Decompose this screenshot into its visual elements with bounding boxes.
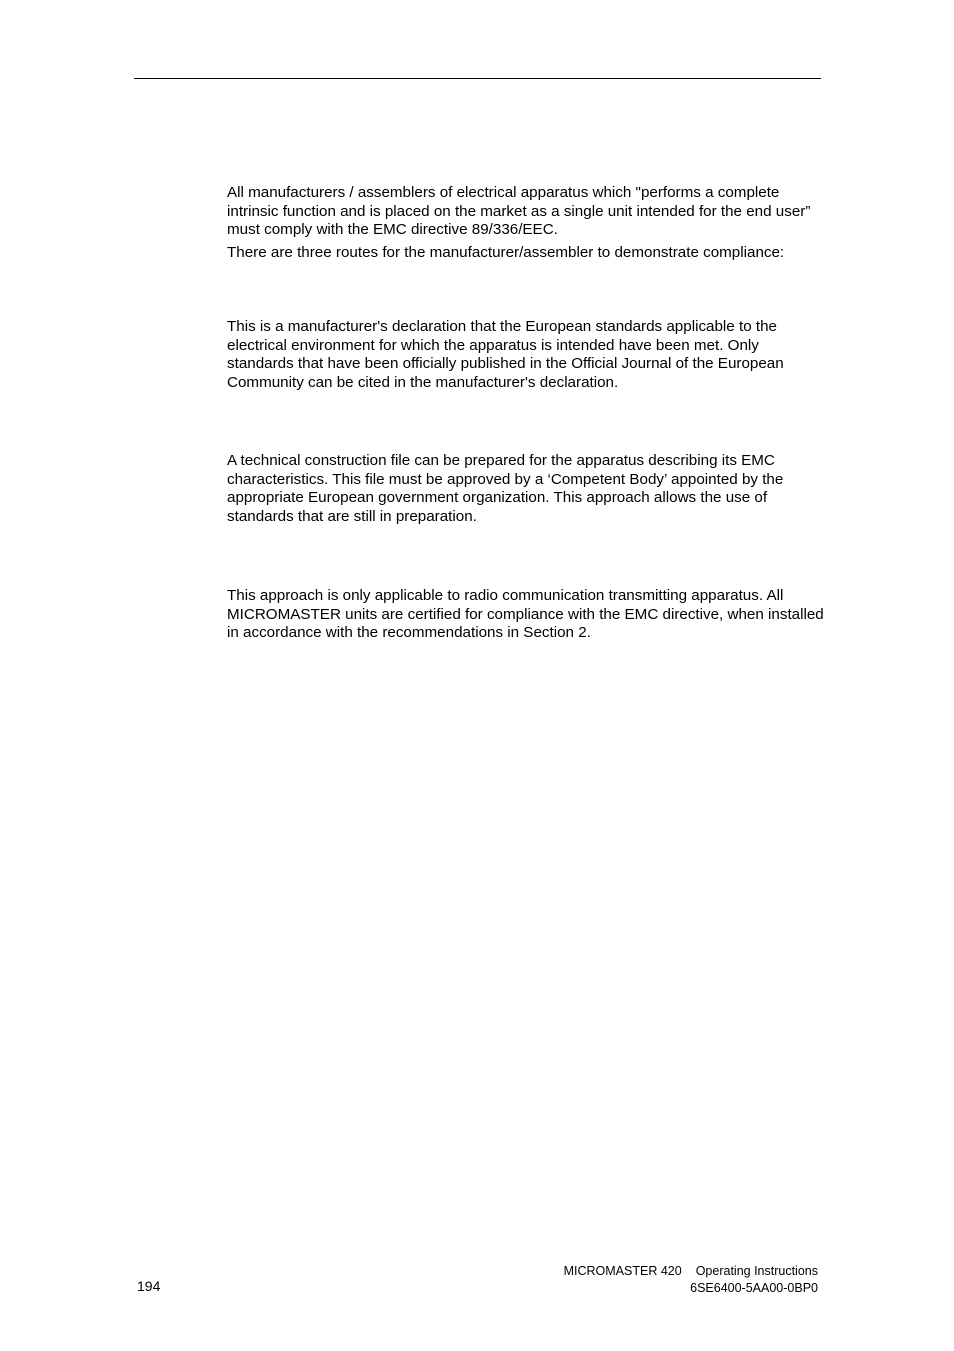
footer-document-info xyxy=(564,1263,818,1297)
page-number: 194 xyxy=(137,1278,161,1294)
footer-doc-type: Operating Instructions xyxy=(695,1264,818,1278)
paragraph-type-examination: This approach is only applicable to radio communication transmitting apparatus. All MICROMASTER units are certified for compliance with the EMC directive, when installed in accordance with the recommendations in Section 2. xyxy=(227,587,824,641)
paragraph-routes: There are three routes for the manufacturer/assembler to demonstrate compliance: xyxy=(227,244,785,261)
footer-order-number: 6SE6400-5AA00-0BP0 xyxy=(690,1281,818,1295)
paragraph-self-certification: This is a manufacturer's declaration that the European standards applicable to the electrical environment for which the apparatus is intended have been met. Only standards that have been officially published in the Official Journal of the European Community can be cited in the manufacturer's declaration. xyxy=(227,318,784,391)
paragraph-technical-construction-file: A technical construction file can be prepared for the apparatus describing its EMC characteristics. This file must be approved by a ‘Competent Body’ appointed by the appropriate European government organization. This approach allows the use of standards that are still in preparation. xyxy=(227,452,784,525)
footer-product: MICROMASTER 420 xyxy=(563,1264,682,1278)
header-rule xyxy=(134,78,821,79)
footer-title-line xyxy=(564,1263,818,1280)
paragraph-intro: All manufacturers / assemblers of electrical apparatus which "performs a complete intrinsic function and is placed on the market as a single unit intended for the end user” must comply with the EMC directive 89/336/EEC. xyxy=(227,184,811,238)
